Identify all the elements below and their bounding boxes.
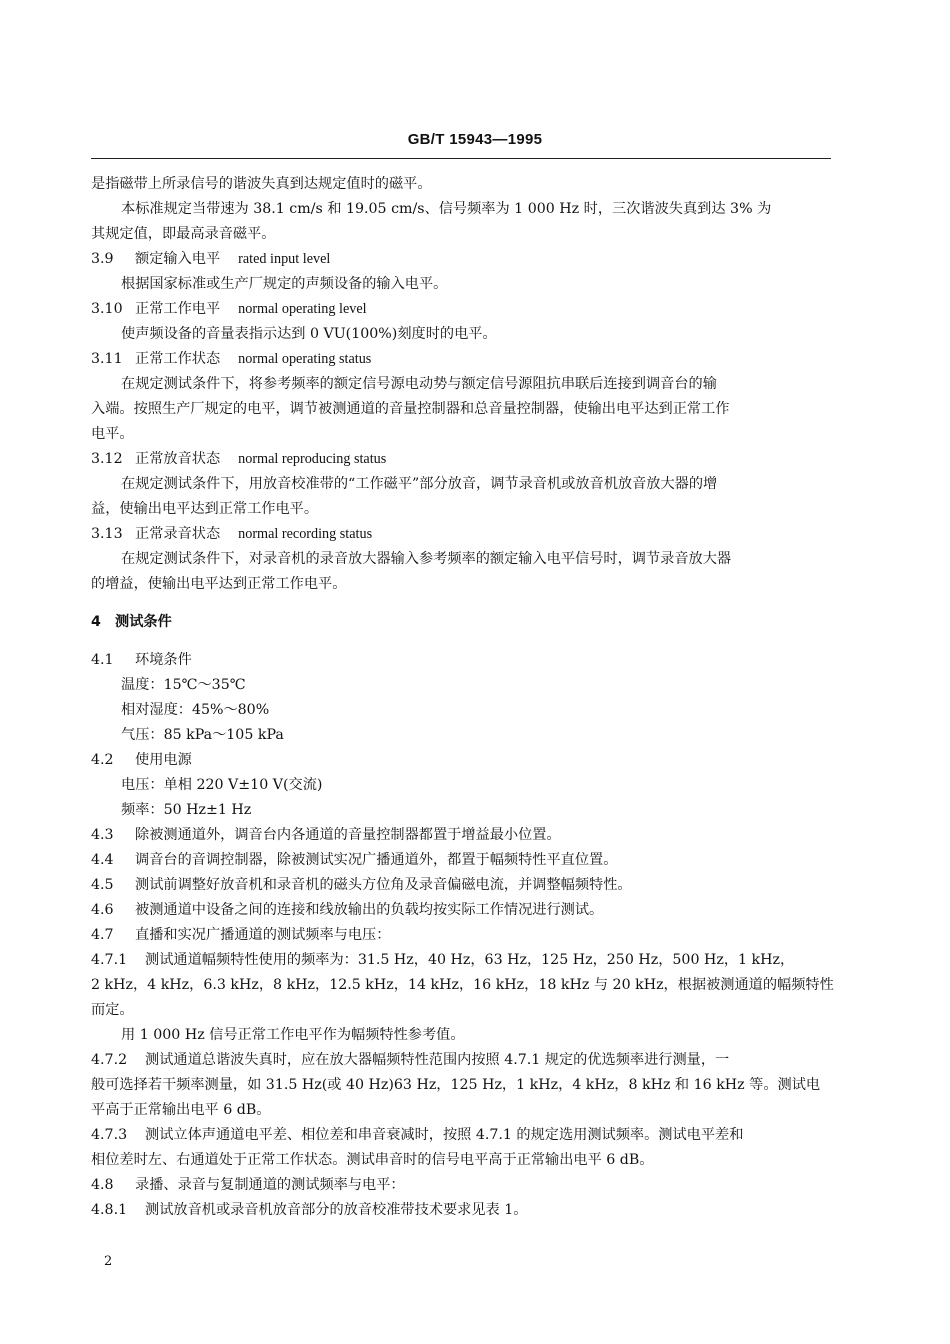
clause-title: 正常工作状态 [135, 351, 221, 367]
clause-number: 4.2 [91, 752, 114, 768]
clause-4-7-3 [91, 1123, 833, 1148]
clause-4-1 [91, 648, 833, 673]
clause-title-en: normal recording status [238, 526, 373, 542]
clause-text: 调音台的音调控制器，除被测试实况广播通道外，都置于幅频特性平直位置。 [135, 852, 618, 868]
clause-4-7 [91, 923, 833, 948]
clause-number: 4.6 [91, 902, 114, 918]
text-line: 温度：15℃～35℃ [121, 677, 246, 693]
clause-title-en: normal reproducing status [238, 451, 387, 467]
clause-text: 除被测通道外，调音台内各通道的音量控制器都置于增益最小位置。 [135, 827, 561, 843]
clause-3-9 [91, 247, 833, 272]
text-line: 平高于正常输出电平 6 dB。 [91, 1102, 271, 1118]
clause-number: 4.7 [91, 927, 114, 943]
section-number: 4 [91, 614, 101, 630]
text-line: 在规定测试条件下，对录音机的录音放大器输入参考频率的额定输入电平信号时，调节录音放大器 [121, 551, 732, 567]
text-line: 本标准规定当带速为 38.1 cm/s 和 19.05 cm/s、信号频率为 1 000 Hz 时，三次谐波失真到达 3% 为 [121, 201, 772, 217]
clause-number: 3.11 [91, 351, 123, 367]
clause-number: 4.7.3 [91, 1127, 128, 1143]
clause-title-en: rated input level [238, 251, 331, 267]
text-line: 相对湿度：45%～80% [121, 702, 270, 718]
text-line: 2 kHz，4 kHz，6.3 kHz，8 kHz，12.5 kHz，14 kHz，16 kHz，18 kHz 与 20 kHz，根据被测通道的幅频特性 [91, 977, 834, 993]
text-line: 用 1 000 Hz 信号正常工作电平作为幅频特性参考值。 [121, 1027, 465, 1043]
text-line: 入端。按照生产厂规定的电平，调节被测通道的音量控制器和总音量控制器，使输出电平达到正常工作 [91, 401, 730, 417]
clause-number: 3.9 [91, 251, 114, 267]
clause-text: 直播和实况广播通道的测试频率与电压： [135, 927, 391, 943]
clause-number: 3.10 [91, 301, 123, 317]
clause-4-8-1 [91, 1198, 833, 1223]
clause-number: 4.3 [91, 827, 114, 843]
clause-title: 额定输入电平 [135, 251, 221, 267]
clause-4-5 [91, 873, 833, 898]
clause-4-2 [91, 748, 833, 773]
clause-title-en: normal operating level [238, 301, 367, 317]
clause-3-10 [91, 297, 833, 322]
section-title: 测试条件 [115, 614, 172, 630]
text-line: 频率：50 Hz±1 Hz [121, 802, 252, 818]
page-header-standard-code: GB/T 15943—1995 [407, 131, 543, 148]
clause-title: 正常放音状态 [135, 451, 221, 467]
page-body [91, 172, 833, 1223]
clause-number: 4.8.1 [91, 1202, 128, 1218]
text-line: 在规定测试条件下，将参考频率的额定信号源电动势与额定信号源阻抗串联后连接到调音台的输 [121, 376, 717, 392]
text-line: 相位差时左、右通道处于正常工作状态。测试串音时的信号电平高于正常输出电平 6 dB。 [91, 1152, 654, 1168]
page-number: 2 [104, 1254, 113, 1269]
header-rule [91, 158, 831, 159]
text-line: 益，使输出电平达到正常工作电平。 [91, 501, 319, 517]
text-line: 气压：85 kPa～105 kPa [121, 727, 284, 743]
clause-number: 3.12 [91, 451, 123, 467]
clause-number: 4.8 [91, 1177, 114, 1193]
clause-text: 测试通道总谐波失真时，应在放大器幅频特性范围内按照 4.7.1 规定的优选频率进行测量，一 [145, 1052, 730, 1068]
text-line: 在规定测试条件下，用放音校准带的“工作磁平”部分放音，调节录音机或放音机放音放大器的增 [121, 476, 718, 492]
clause-number: 4.7.1 [91, 952, 128, 968]
clause-text: 测试立体声通道电平差、相位差和串音衰减时，按照 4.7.1 的规定选用测试频率。测试电平差和 [145, 1127, 744, 1143]
clause-number: 4.1 [91, 652, 114, 668]
clause-text: 测试通道幅频特性使用的频率为：31.5 Hz，40 Hz，63 Hz，125 Hz，250 Hz，500 Hz，1 kHz， [145, 952, 795, 968]
clause-3-13 [91, 522, 833, 547]
clause-title: 使用电源 [135, 752, 192, 768]
clause-number: 4.4 [91, 852, 114, 868]
text-line: 电平。 [91, 426, 134, 442]
text-line: 其规定值，即最高录音磁平。 [91, 226, 276, 242]
clause-number: 3.13 [91, 526, 123, 542]
clause-text: 测试放音机或录音机放音部分的放音校准带技术要求见表 1。 [145, 1202, 528, 1218]
clause-title: 环境条件 [135, 652, 192, 668]
section-4-heading [91, 610, 833, 635]
clause-title: 正常工作电平 [135, 301, 221, 317]
text-line: 根据国家标准或生产厂规定的声频设备的输入电平。 [121, 276, 448, 292]
clause-text: 测试前调整好放音机和录音机的磁头方位角及录音偏磁电流，并调整幅频特性。 [135, 877, 632, 893]
clause-title-en: normal operating status [238, 351, 372, 367]
clause-4-7-1 [91, 948, 833, 973]
text-line: 电压：单相 220 V±10 V(交流) [121, 777, 323, 793]
clause-4-7-2 [91, 1048, 833, 1073]
clause-text: 被测通道中设备之间的连接和线放输出的负载均按实际工作情况进行测试。 [135, 902, 604, 918]
text-line: 的增益，使输出电平达到正常工作电平。 [91, 576, 347, 592]
clause-text: 录播、录音与复制通道的测试频率与电平： [135, 1177, 405, 1193]
text-line: 是指磁带上所录信号的谐波失真到达规定值时的磁平。 [91, 176, 432, 192]
clause-3-11 [91, 347, 833, 372]
clause-4-4 [91, 848, 833, 873]
clause-4-6 [91, 898, 833, 923]
text-line: 而定。 [91, 1002, 134, 1018]
text-line: 般可选择若干频率测量，如 31.5 Hz(或 40 Hz)63 Hz，125 Hz，1 kHz，4 kHz，8 kHz 和 16 kHz 等。测试电 [91, 1077, 821, 1093]
clause-4-8 [91, 1173, 833, 1198]
clause-number: 4.5 [91, 877, 114, 893]
text-line: 使声频设备的音量表指示达到 0 VU(100%)刻度时的电平。 [121, 326, 497, 342]
clause-3-12 [91, 447, 833, 472]
clause-title: 正常录音状态 [135, 526, 221, 542]
clause-number: 4.7.2 [91, 1052, 128, 1068]
clause-4-3 [91, 823, 833, 848]
